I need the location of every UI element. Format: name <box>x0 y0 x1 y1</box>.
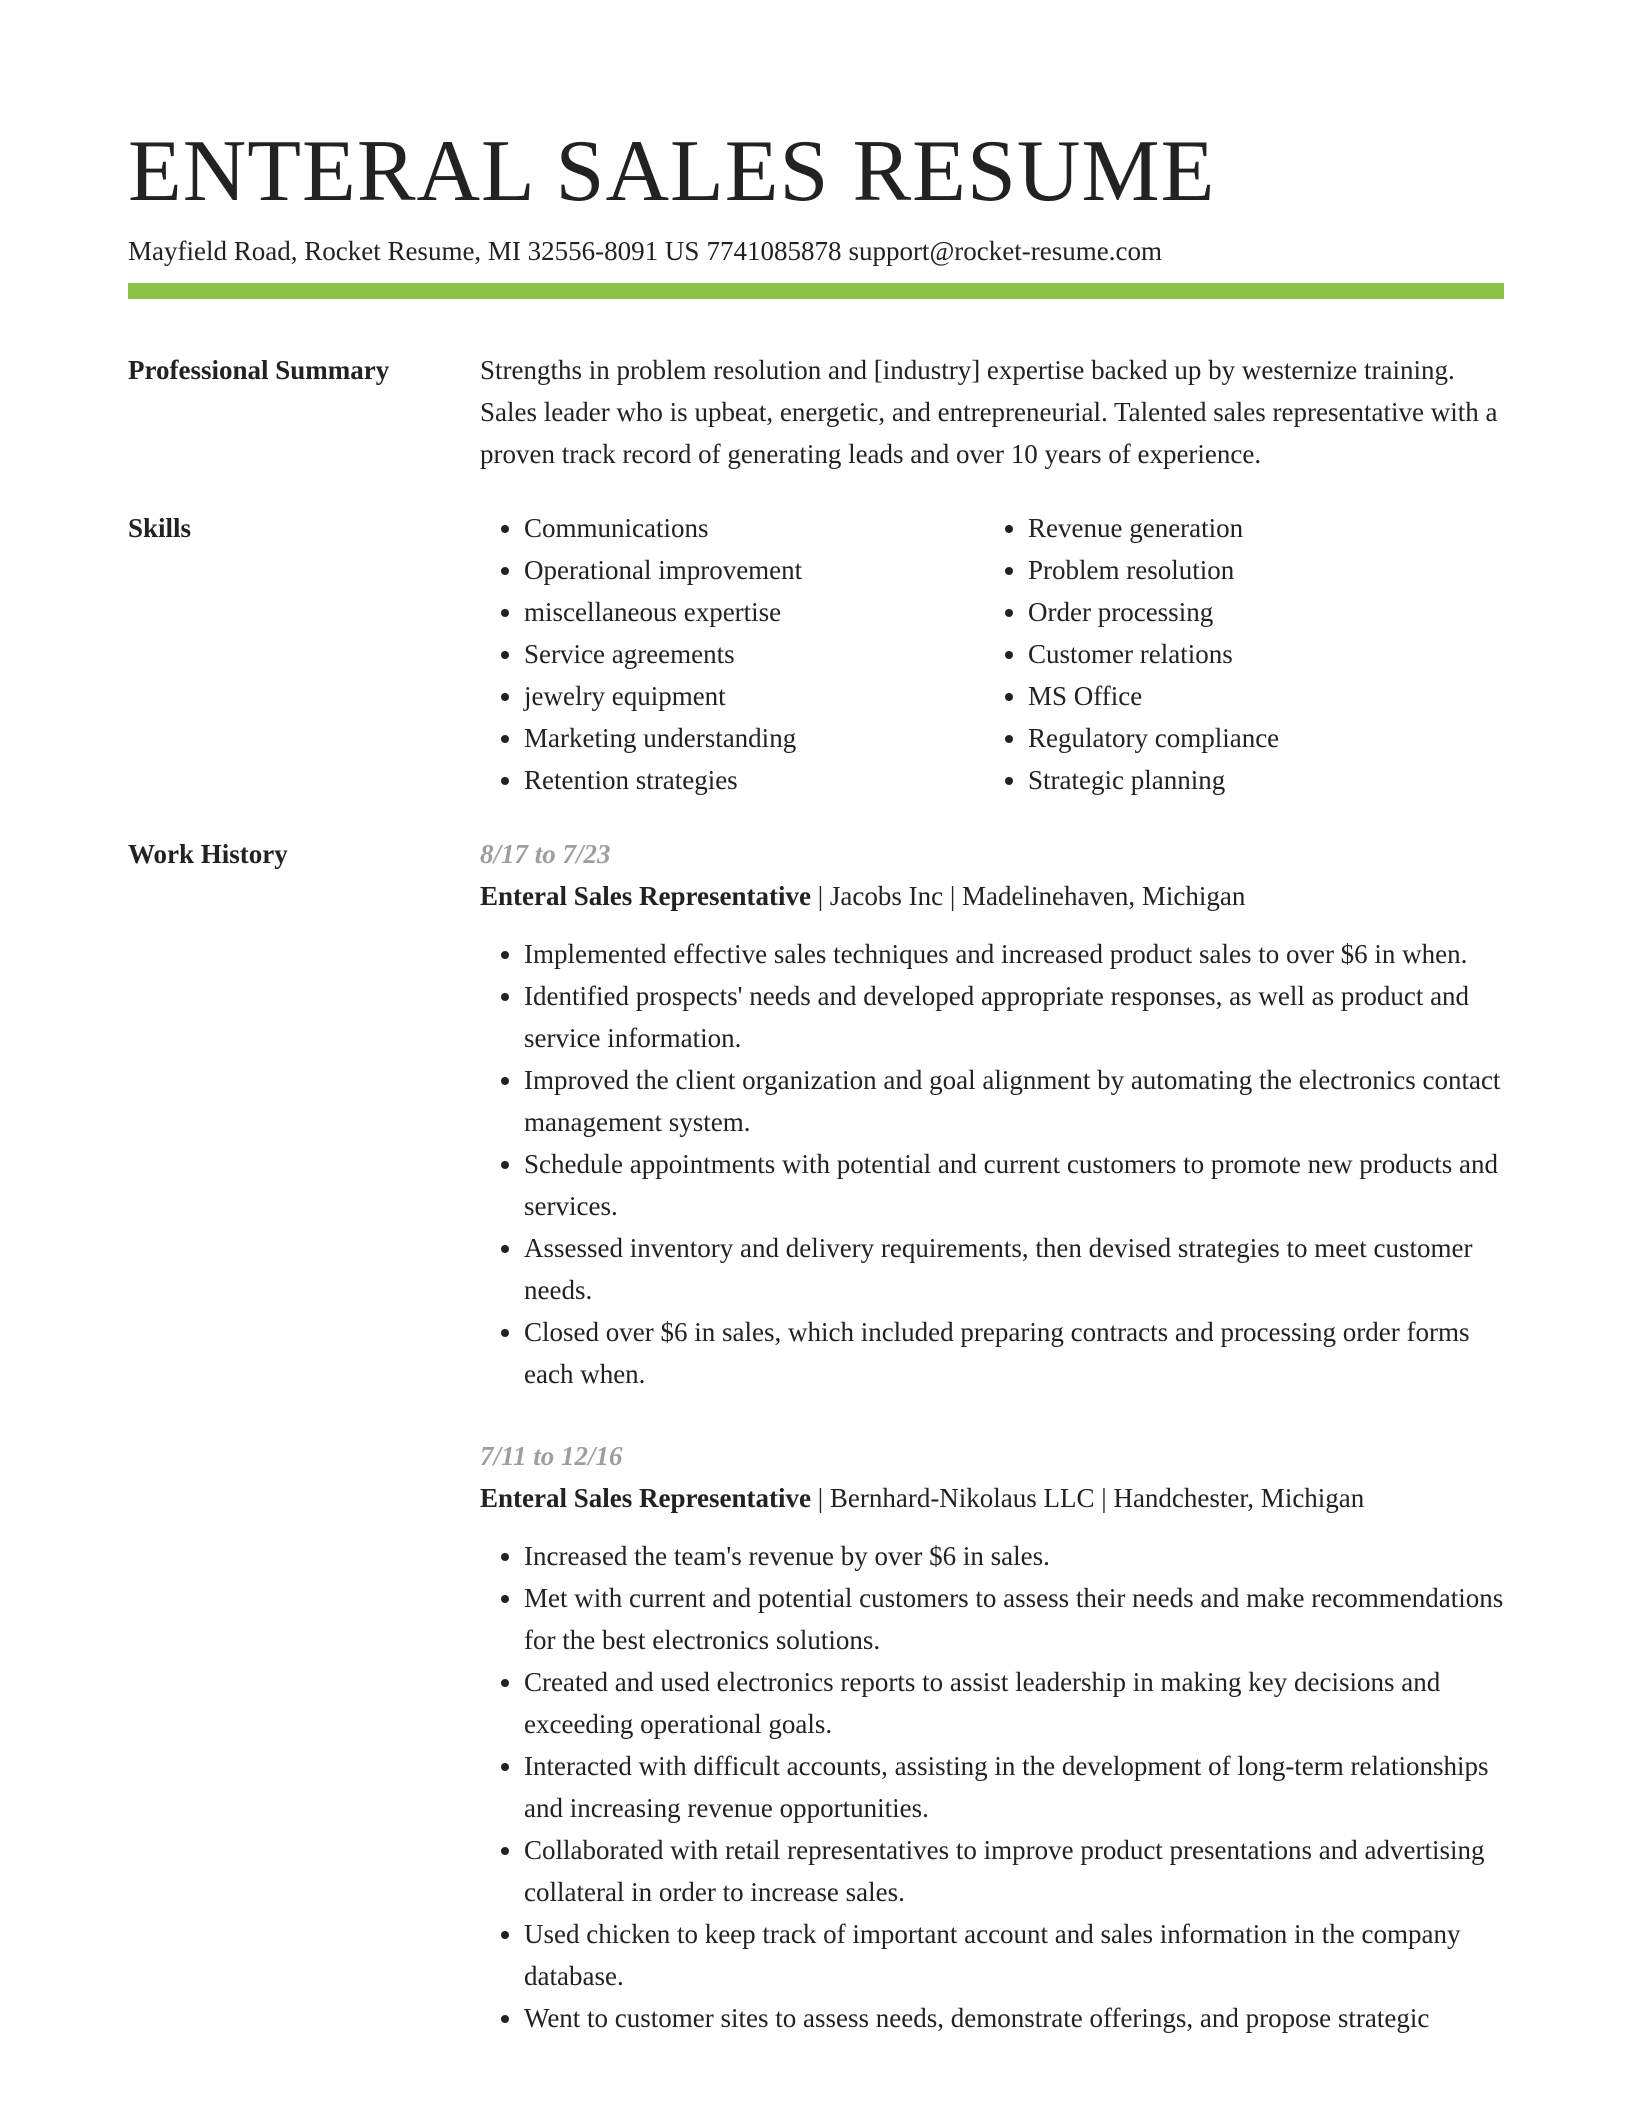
skills-section <box>128 507 1504 801</box>
list-item: • Improved the client organization and goal alignment by automating the electronics contact management system. <box>524 1059 1504 1143</box>
job-entry <box>480 833 1504 1395</box>
job-bullets <box>480 1535 1504 2039</box>
job-company: Bernhard-Nikolaus LLC <box>829 1483 1095 1513</box>
skills-list-right <box>984 507 1488 801</box>
list-item: • Communications <box>524 507 984 549</box>
job-entry <box>480 1435 1504 2039</box>
job-title: Enteral Sales Representative <box>480 881 811 911</box>
list-item: • Problem resolution <box>1028 549 1488 591</box>
job-heading <box>480 875 1504 917</box>
list-item: • Used chicken to keep track of important account and sales information in the company database. <box>524 1913 1504 1997</box>
list-item: • Met with current and potential customers to assess their needs and make recommendations for the best electronics solutions. <box>524 1577 1504 1661</box>
list-item: • Revenue generation <box>1028 507 1488 549</box>
list-item: • Strategic planning <box>1028 759 1488 801</box>
list-item: • Assessed inventory and delivery requirements, then devised strategies to meet customer needs. <box>524 1227 1504 1311</box>
skills-list-left <box>480 507 984 801</box>
job-heading <box>480 1477 1504 1519</box>
resume-page <box>128 0 1504 2079</box>
job-dates: 8/17 to 7/23 <box>480 839 611 869</box>
list-item: • Identified prospects' needs and developed appropriate responses, as well as product and service information. <box>524 975 1504 1059</box>
contact-line <box>128 234 1504 268</box>
separator: | <box>810 1483 830 1513</box>
job-location: Madelinehaven, Michigan <box>961 881 1246 911</box>
list-item: • Regulatory compliance <box>1028 717 1488 759</box>
list-item: • Created and used electronics reports to assist leadership in making key decisions and exceeding operational goals. <box>524 1661 1504 1745</box>
list-item: • MS Office <box>1028 675 1488 717</box>
email: support@rocket-resume.com <box>848 236 1162 266</box>
list-item: • miscellaneous expertise <box>524 591 984 633</box>
list-item: • Closed over $6 in sales, which included preparing contracts and processing order forms each when. <box>524 1311 1504 1395</box>
header-divider <box>128 283 1504 299</box>
job-company: Jacobs Inc <box>829 881 944 911</box>
summary-heading: Professional Summary <box>128 355 390 385</box>
list-item: • Marketing understanding <box>524 717 984 759</box>
list-item: • Operational improvement <box>524 549 984 591</box>
job-title: Enteral Sales Representative <box>480 1483 811 1513</box>
list-item: • Went to customer sites to assess needs, demonstrate offerings, and propose strategic <box>524 1997 1504 2039</box>
work-history-heading: Work History <box>128 839 288 869</box>
list-item: • Schedule appointments with potential and current customers to promote new products and services. <box>524 1143 1504 1227</box>
summary-text: Strengths in problem resolution and [industry] expertise backed up by westernize training. Sales leader who is upbeat, energetic, and entrepreneurial. Talented sales representative with a proven track record of generating leads and over 10 years of experience. <box>480 355 1498 469</box>
resume-title: ENTERAL SALES RESUME <box>128 123 1216 220</box>
jobs-list <box>480 833 1504 2079</box>
list-item: • Order processing <box>1028 591 1488 633</box>
list-item: • Customer relations <box>1028 633 1488 675</box>
phone: 7741085878 <box>706 236 842 266</box>
summary-section <box>128 349 1504 475</box>
separator: | <box>1094 1483 1114 1513</box>
work-history-section <box>128 833 1504 2079</box>
job-location: Handchester, Michigan <box>1113 1483 1365 1513</box>
list-item: • Implemented effective sales techniques and increased product sales to over $6 in when. <box>524 933 1504 975</box>
separator: | <box>810 881 830 911</box>
list-item: • Interacted with difficult accounts, assisting in the development of long-term relationships and increasing revenue opportunities. <box>524 1745 1504 1829</box>
skills-heading: Skills <box>128 513 192 543</box>
list-item: • Service agreements <box>524 633 984 675</box>
list-item: • jewelry equipment <box>524 675 984 717</box>
job-dates: 7/11 to 12/16 <box>480 1441 623 1471</box>
list-item: • Collaborated with retail representatives to improve product presentations and advertising collateral in order to increase sales. <box>524 1829 1504 1913</box>
list-item: • Increased the team's revenue by over $6 in sales. <box>524 1535 1504 1577</box>
job-bullets <box>480 933 1504 1395</box>
address: Mayfield Road, Rocket Resume, MI 32556-8091 US <box>128 236 700 266</box>
separator: | <box>943 881 962 911</box>
list-item: • Retention strategies <box>524 759 984 801</box>
